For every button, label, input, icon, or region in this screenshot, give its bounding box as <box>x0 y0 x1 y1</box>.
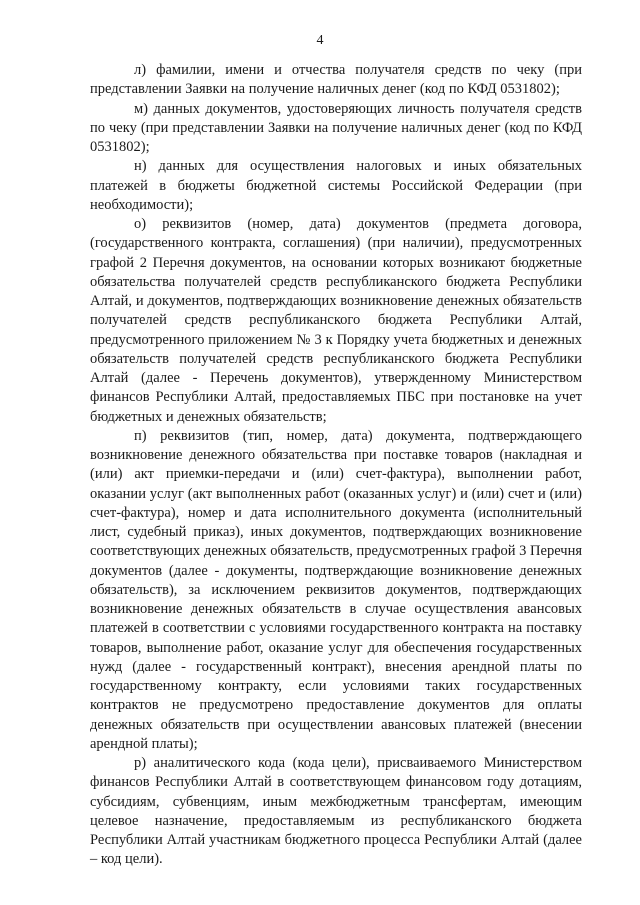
page-number: 4 <box>316 33 324 48</box>
paragraph-p: п) реквизитов (тип, номер, дата) документа, подтверждающего возникновение денежного обязательства при поставке товаров (накладная и (или) акт приемки-передачи и (или) счет-фактура), выполнении работ, оказании услуг (акт выполненных работ (оказанных услуг) и (или) счет и (или) счет-фактура), номер и дата исполнительного документа (исполнительный лист, судебный приказ), иных документов, подтверждающих возникновение соответствующих денежных обязательств, предусмотренных графой 3 Перечня документов (далее - документы, подтверждающие возникновение денежных обязательств), за исключением реквизитов документов, подтверждающих возникновение денежных обязательств в случае осуществления авансовых платежей в соответствии с условиями государственного контракта на поставку товаров, выполнение работ, оказание услуг для обеспечения государственных нужд (далее - государственный контракт), внесения арендной платы по государственному контракту, если условиями таких государственных контрактов не предусмотрено предоставление документов для оплаты денежных обязательств при осуществлении авансовых платежей (внесении арендной платы); <box>90 427 582 752</box>
document-body <box>90 61 582 870</box>
paragraph-n: н) данных для осуществления налоговых и иных обязательных платежей в бюджеты бюджетной системы Российской Федерации (при необходимости); <box>90 158 582 213</box>
paragraph-l: л) фамилии, имени и отчества получателя средств по чеку (при представлении Заявки на получение наличных денег (код по КФД 0531802); <box>90 62 582 98</box>
paragraph-m: м) данных документов, удостоверяющих личность получателя средств по чеку (при представлении Заявки на получение наличных денег (код по КФД 0531802); <box>90 100 582 155</box>
paragraph-r: р) аналитического кода (кода цели), присваиваемого Министерством финансов Республики Алтай в соответствующем финансовом году дотациям, субсидиям, субвенциям, иным межбюджетным трансфертам, имеющим целевое назначение, предоставляемым из республиканского бюджета Республики Алтай участникам бюджетного процесса Республики Алтай (далее – код цели). <box>90 755 582 868</box>
paragraph-o: о) реквизитов (номер, дата) документов (предмета договора, (государственного контракта, соглашения) (при наличии), предусмотренных графой 2 Перечня документов, на основании которых возникают бюджетные обязательства получателей средств республиканского бюджета Республики Алтай, и документов, подтверждающих возникновение денежных обязательств получателей средств республиканского бюджета Республики Алтай, предусмотренного приложением № 3 к Порядку учета бюджетных и денежных обязательств получателей средств республиканского бюджета Республики Алтай (далее - Перечень документов), утвержденному Министерством финансов Республики Алтай, предоставляемых ПБС при постановке на учет бюджетных и денежных обязательств; <box>90 216 582 425</box>
